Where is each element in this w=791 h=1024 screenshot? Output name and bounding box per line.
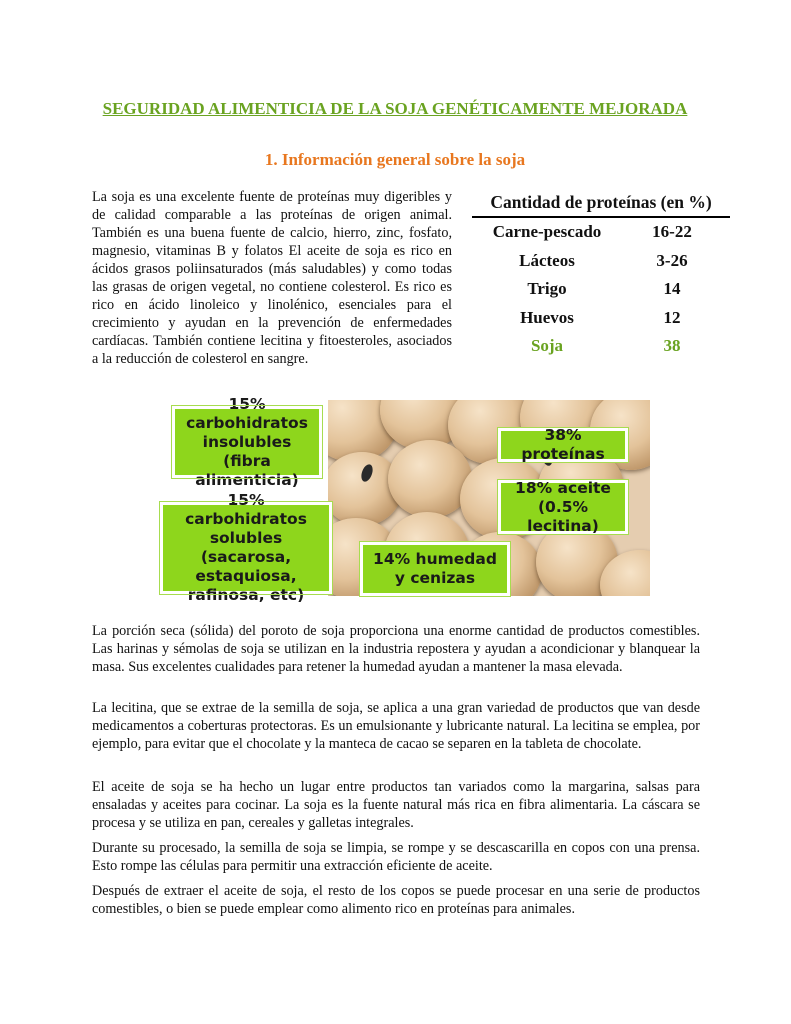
table-row [472, 218, 730, 247]
protein-table [472, 192, 730, 361]
intro-paragraph: La soja es una excelente fuente de proteínas muy digeribles y de calidad comparable a las proteínas de origen animal. También es una buena fuente de calcio, hierro, zinc, fosfato, magnesio, vitaminas B y folatos El aceite de soja es rico en ácidos grasos poliinsaturados (más saludables) y como todas las grasas de origen vegetal, no contiene colesterol. Es rico es rico en ácido linoleico y linolénico, esenciales para el crecimiento y ayudan en la prevención de enfermedades cardíacas. También contiene lecitina y fitoesteroles, asociados a la reducción de colesterol en sangre. [92, 189, 452, 367]
moisture-label: 14% humedad y cenizas [360, 542, 510, 596]
table-row [472, 247, 730, 276]
body-paragraph: Durante su procesado, la semilla de soja se limpia, se rompe y se descascarilla en copos con una prensa. Esto rompe las células para permitir una extracción eficiente de aceite. [92, 840, 700, 874]
soluble-carbs-label: 15% carbohidratos solubles (sacarosa, estaquiosa, rafinosa, etc) [160, 502, 332, 594]
document-title: SEGURIDAD ALIMENTICIA DE LA SOJA GENÉTICAMENTE MEJORADA [102, 99, 688, 118]
protein-value: 3-26 [656, 250, 688, 270]
table-row [472, 304, 730, 333]
protein-value: 12 [663, 307, 681, 327]
soy-composition-graphic [160, 394, 646, 604]
protein-value: 38 [663, 336, 681, 356]
table-row-highlight [472, 332, 730, 361]
food-name: Lácteos [519, 250, 575, 270]
protein-table-header: Cantidad de proteínas (en %) [472, 192, 730, 218]
food-name: Trigo [527, 279, 567, 299]
food-name: Carne-pescado [492, 222, 602, 242]
proteins-label: 38% proteínas [498, 428, 628, 462]
oil-label: 18% aceite (0.5% lecitina) [498, 480, 628, 534]
table-row [472, 275, 730, 304]
insoluble-carbs-label: 15% carbohidratos insolubles (fibra alimenticia) [172, 406, 322, 478]
body-paragraph: La porción seca (sólida) del poroto de soja proporciona una enorme cantidad de productos comestibles. Las harinas y sémolas de soja se utilizan en la industria repostera y ayudan a acondicionar y blanquear la masa. Sus excelentes cualidades para retener la humedad ayudan a mantener la masa elevada. [92, 623, 700, 675]
food-name: Soja [530, 336, 564, 356]
protein-value: 14 [663, 279, 681, 299]
body-paragraph: La lecitina, que se extrae de la semilla de soja, se aplica a una gran variedad de productos que van desde medicamentos a coberturas protectoras. Es un emulsionante y lubricante natural. La lecitina se emplea, por ejemplo, para evitar que el chocolate y la manteca de cacao se separen en la tableta de chocolate. [92, 700, 700, 752]
body-paragraph: Después de extraer el aceite de soja, el resto de los copos se puede procesar en una serie de productos comestibles, o bien se puede emplear como alimento rico en proteínas para animales. [92, 883, 700, 917]
food-name: Huevos [520, 307, 574, 327]
section-heading: 1. Información general sobre la soja [264, 150, 526, 169]
protein-value: 16-22 [652, 222, 692, 242]
body-paragraph: El aceite de soja se ha hecho un lugar entre productos tan variados como la margarina, salsas para ensaladas y aceites para cocinar. La soja es la fuente natural más rica en fibra alimentaria. La cáscara se procesa y se utiliza en pan, cereales y galletas integrales. [92, 779, 700, 831]
